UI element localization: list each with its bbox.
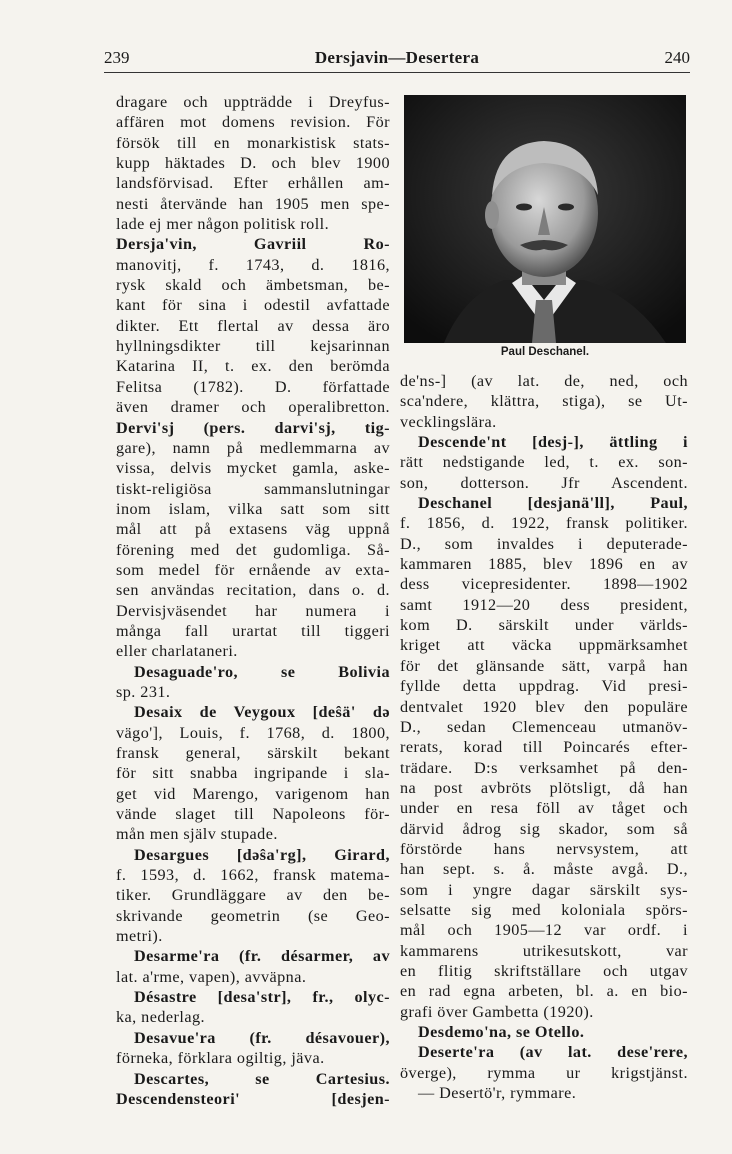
text-line: manovitj, f. 1743, d. 1816, (116, 255, 390, 274)
entry-line: Desargues [dəŝa'rg], Girard, (134, 845, 390, 864)
text-line: som medel för ernående av exta- (116, 560, 390, 579)
text-line: kammaren 1885, blev 1896 en av (400, 555, 688, 574)
text-line: en rad egna arbeten, bl. a. en bio- (400, 982, 688, 1001)
entry-line: Descende'nt [desj-], ättling i (418, 433, 688, 452)
left-column (116, 92, 390, 1109)
entry-line: Desdemo'na, se Otello. (418, 1023, 585, 1041)
text-line: dentvalet 1920 blev den populäre (400, 697, 688, 716)
entry-line: Desavue'ra (fr. désavouer), (134, 1028, 390, 1047)
text-line: han sept. s. å. måste avgå. D., (400, 860, 688, 879)
text-line: som i yngre dagar särskilt sys- (400, 880, 688, 899)
entry-line: Descartes, se Cartesius. (134, 1069, 390, 1088)
text-line: rätt nedstigande led, t. ex. son- (400, 453, 688, 472)
text-line: f. 1856, d. 1922, fransk politiker. (400, 514, 688, 533)
entry-line: Deschanel [desjanä'll], Paul, (418, 494, 688, 513)
entry-line: Deserte'ra (av lat. dese'rere, (418, 1043, 688, 1062)
text-line: Felitsa (1782). D. författade (116, 377, 390, 396)
entry-line: Dervi'sj (pers. darvi'sj, tig- (116, 418, 390, 437)
portrait-photo (404, 95, 686, 343)
text-line: kant för sina i odestil avfattade (116, 296, 390, 315)
text-line: — Desertö'r, rymmare. (418, 1084, 577, 1103)
text-line: D., som invaldes i deputerade- (400, 534, 688, 553)
text-line: tiker. Grundläggare av den be- (116, 886, 390, 905)
text-line: dikter. Ett flertal av dessa äro (116, 316, 390, 335)
entry-line: Desarme'ra (fr. désarmer, av (134, 947, 390, 966)
text-line: kammarens utrikesutskott, var (400, 941, 688, 960)
text-line: under en resa föll av tåget och (400, 799, 688, 818)
text-line: förneka, förklara ogiltig, jäva. (116, 1049, 325, 1068)
photo-caption: Paul Deschanel. (500, 346, 590, 358)
page-title: Dersjavin—Desertera (314, 48, 480, 67)
right-column (400, 371, 688, 1103)
page-number-left: 239 (104, 48, 130, 67)
text-line: hyllningsdikter till kejsarinnan (116, 337, 390, 356)
text-line: son, dotterson. Jfr Ascendent. (400, 473, 688, 492)
text-line: D., sedan Clemenceau utmanöv- (400, 717, 688, 736)
text-line: trädare. D:s verksamhet på den- (400, 758, 688, 777)
text-line: sca'ndere, klättra, stiga), se Ut- (400, 392, 688, 411)
text-line: mån men själv stupade. (116, 825, 278, 844)
text-line: rysk skald och ämbetsman, be- (116, 276, 390, 295)
text-line: dess vicepresidenter. 1898—1902 (400, 575, 688, 594)
text-line: sen användas recitation, dans o. d. (116, 581, 390, 600)
text-line: även dramer och operalibretton. (116, 398, 390, 417)
entry-line: Desaguade'ro, se Bolivia (134, 662, 390, 681)
text-line: gare), namn på medlemmarna av (116, 438, 390, 457)
text-line: mål och 1905—12 var ordf. i (400, 921, 688, 940)
text-line: selsatte sig med koloniala spörs- (400, 900, 688, 919)
text-line: Dervisjväsendet har numera i (116, 601, 390, 620)
text-line: en flitig skriftställare och utgav (400, 961, 688, 980)
text-line: försök till en monarkistisk stats- (116, 133, 390, 152)
text-line: förening med det gudomliga. Så- (116, 540, 390, 559)
text-line: na post avbröts plötsligt, då han (400, 778, 688, 797)
text-line: vissa, delvis mycket gamla, aske- (116, 459, 390, 478)
entry-line: Desaix de Veygoux [deŝä' də (134, 703, 390, 722)
text-line: eller charlataneri. (116, 642, 238, 661)
entry-line: Descendensteori' [desjen- (116, 1089, 390, 1108)
text-line: dragare och uppträdde i Dreyfus- (116, 93, 390, 111)
text-line: samt 1912—20 dess president, (400, 595, 688, 614)
text-line: fransk general, särskilt bekant (116, 744, 390, 762)
text-line: inom islam, vilka satt som sitt (116, 499, 390, 518)
entry-line: Désastre [desa'str], fr., olyc- (134, 988, 390, 1007)
text-line: get vid Marengo, varigenom han (116, 784, 390, 803)
text-line: kriget att väcka uppmärksamhet (400, 636, 688, 655)
text-line: f. 1593, d. 1662, fransk matema- (116, 866, 390, 885)
text-line: kom D. särskilt under världs- (400, 616, 688, 635)
text-line: skrivande geometrin (se Geo- (116, 906, 390, 925)
text-line: därvid ådrog sig skador, som så (400, 819, 688, 838)
text-line: vecklingslära. (400, 412, 497, 431)
text-line: Katarina II, t. ex. den berömda (116, 357, 390, 376)
text-line: fyllde detta uppdrag. Vid presi- (400, 677, 688, 696)
text-line: metri). (116, 927, 163, 946)
portrait-icon (404, 95, 686, 343)
text-line: rerats, korad till Poincarés efter- (400, 738, 688, 757)
text-line: vände slaget till Napoleons för- (116, 805, 390, 824)
text-line: för sitt snabba ingripande i sla- (116, 764, 390, 783)
text-line: lade ej mer någon politisk roll. (116, 215, 330, 234)
text-line: sp. 231. (116, 682, 171, 701)
text-line: de'ns-] (av lat. de, ned, och (400, 372, 688, 390)
text-line: affären mot domens revision. För (116, 113, 390, 132)
text-line: grafi över Gambetta (1920). (400, 1002, 594, 1021)
text-line: nesti återvände han 1905 men spe- (116, 194, 390, 213)
text-line: ka, nederlag. (116, 1008, 205, 1027)
entry-line: Dersja'vin, Gavriil Ro- (116, 235, 390, 254)
text-line: landsförvisad. Efter erhållen am- (116, 174, 390, 193)
text-line: mål att på extasens väg uppnå (116, 520, 390, 539)
running-header (104, 48, 690, 73)
text-line: många fall urartat till tiggeri (116, 621, 390, 640)
text-line: tiskt-religiösa sammanslutningar (116, 479, 390, 498)
text-line: överge), rymma ur krigstjänst. (400, 1063, 688, 1082)
text-line: kupp häktades D. och blev 1900 (116, 154, 390, 173)
text-line: vägo'], Louis, f. 1768, d. 1800, (116, 723, 390, 742)
page-number-right: 240 (664, 48, 690, 67)
text-line: för det glänsande sätt, varpå han (400, 656, 688, 675)
text-line: förstörde hans nervsystem, att (400, 839, 688, 858)
text-line: lat. a'rme, vapen), avväpna. (116, 967, 307, 986)
